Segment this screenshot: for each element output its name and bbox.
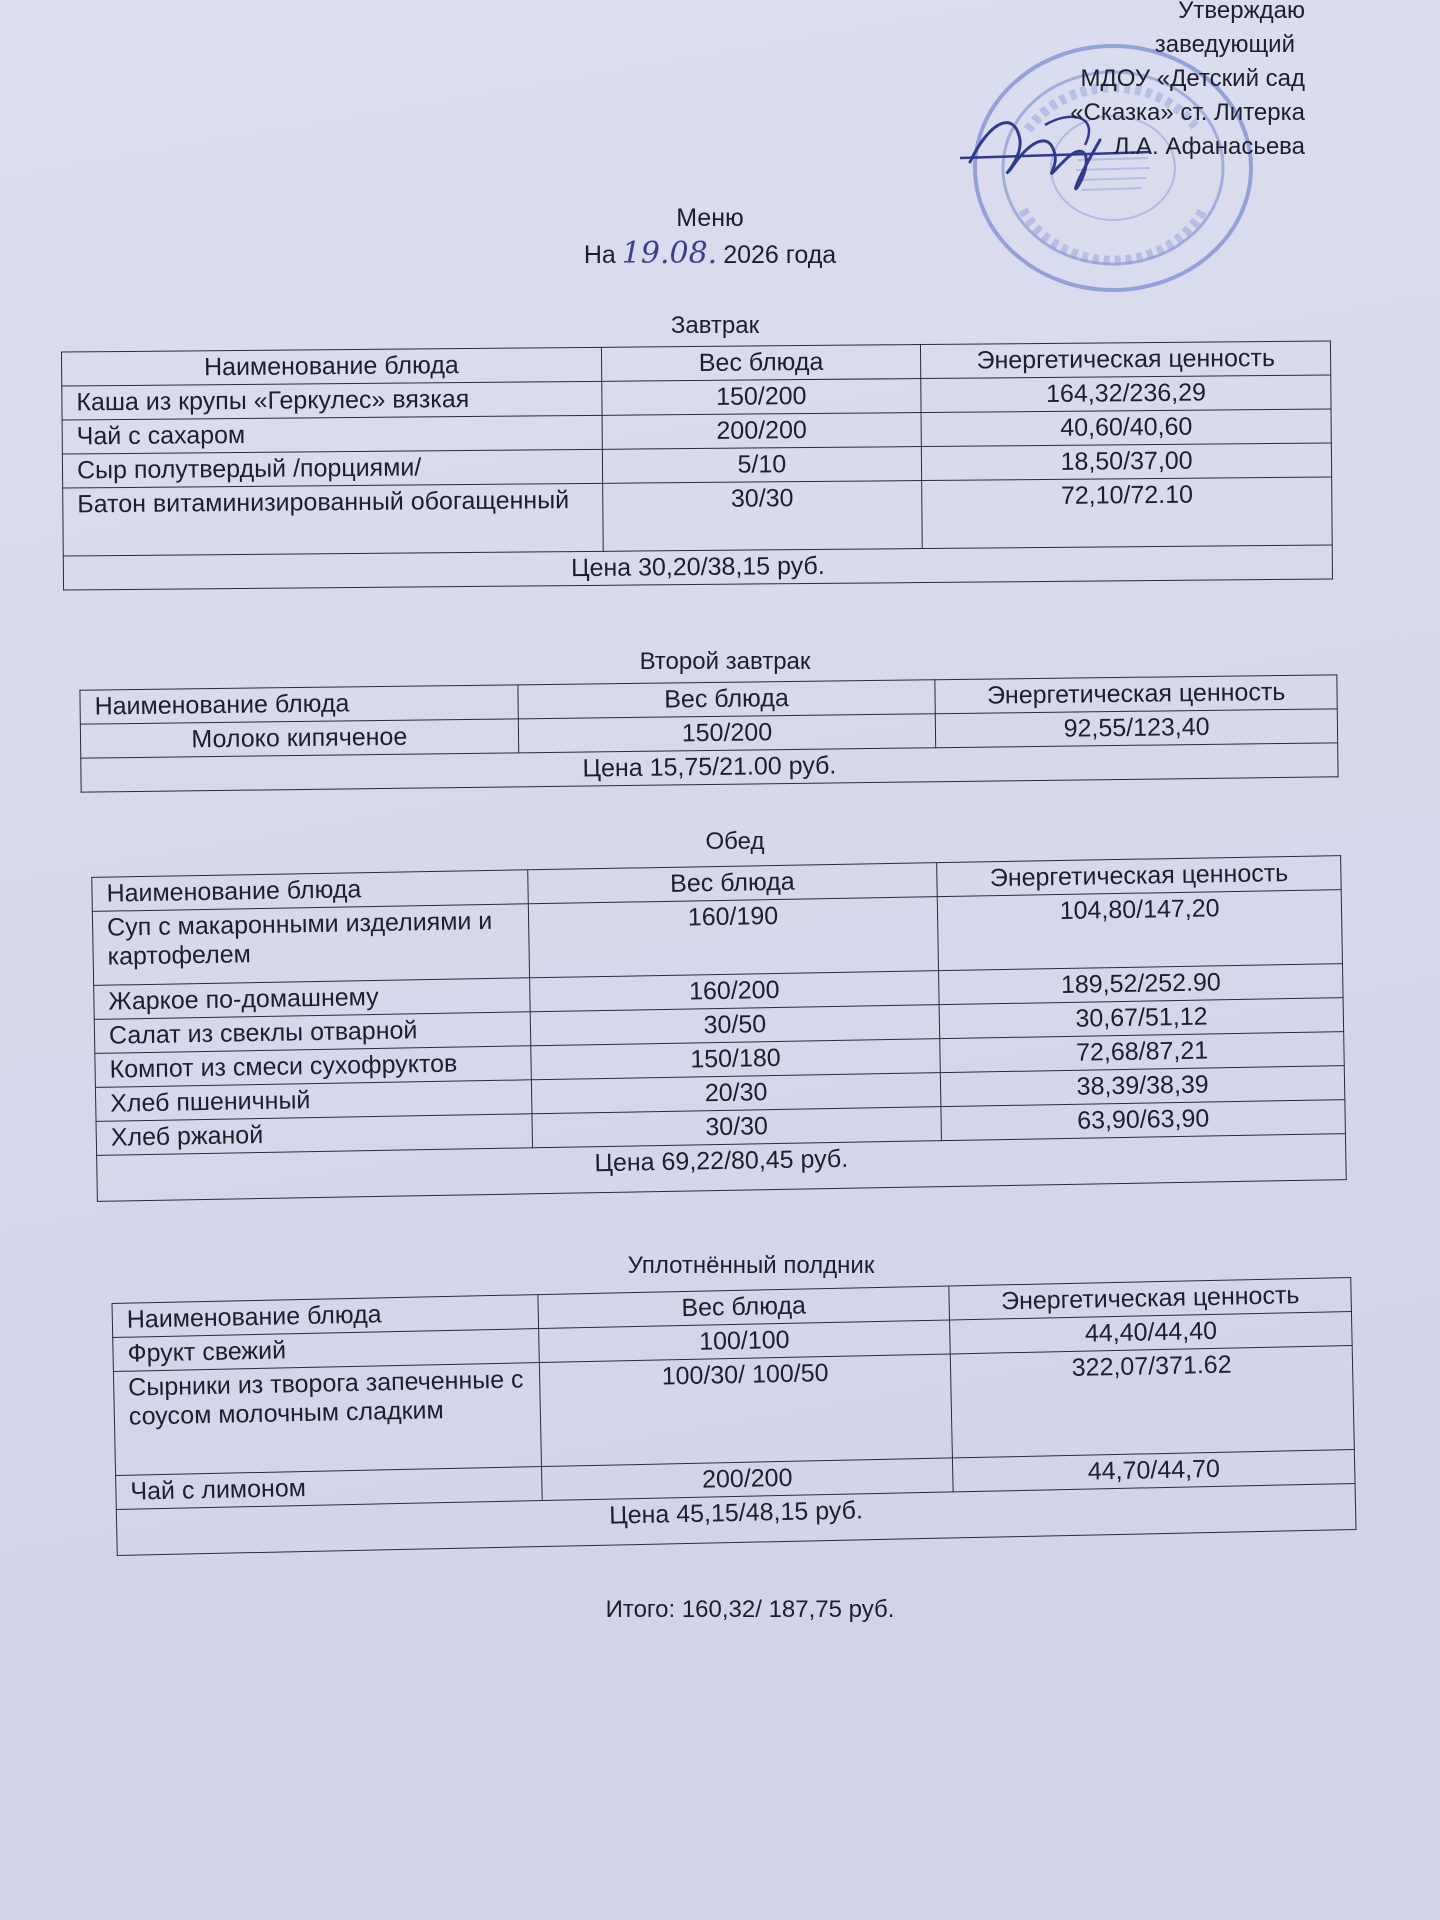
dish-name: Компот из смеси сухофруктов bbox=[95, 1046, 531, 1088]
approval-block bbox=[945, 0, 1305, 164]
header-weight: Вес блюда bbox=[527, 863, 937, 904]
menu-table-second-breakfast bbox=[79, 674, 1338, 792]
header-energy: Энергетическая ценность bbox=[949, 1278, 1351, 1320]
dish-energy: 72,10/72.10 bbox=[922, 477, 1332, 549]
dish-name: Сырники из творога запеченные с соусом молочным сладким bbox=[113, 1363, 541, 1476]
dish-energy: 92,55/123,40 bbox=[936, 709, 1338, 748]
dish-energy: 322,07/371.62 bbox=[950, 1346, 1354, 1458]
header-name: Наименование блюда bbox=[92, 870, 528, 912]
dish-energy: 18,50/37,00 bbox=[922, 443, 1332, 481]
approval-line: Утверждаю bbox=[1178, 0, 1305, 24]
dish-weight: 30/30 bbox=[532, 1107, 942, 1148]
dish-weight: 160/200 bbox=[529, 971, 939, 1012]
dish-weight: 200/200 bbox=[602, 413, 922, 450]
date-prefix: На bbox=[583, 241, 616, 269]
dish-weight: 20/30 bbox=[531, 1073, 941, 1114]
section-title: Второй завтрак bbox=[639, 648, 811, 675]
grand-total: Итого: 160,32/ 187,75 руб. bbox=[605, 1596, 895, 1623]
header-name: Наименование блюда bbox=[112, 1295, 538, 1338]
dish-energy: 72,68/87,21 bbox=[940, 1032, 1344, 1073]
dish-name: Чай с сахаром bbox=[62, 415, 602, 454]
dish-weight: 100/100 bbox=[538, 1320, 950, 1363]
dish-weight: 30/30 bbox=[602, 481, 922, 552]
header-weight: Вес блюда bbox=[538, 1286, 950, 1329]
dish-name: Чай с лимоном bbox=[116, 1467, 542, 1510]
dish-energy: 38,39/38,39 bbox=[941, 1066, 1345, 1107]
dish-name: Фрукт свежий bbox=[113, 1329, 539, 1372]
dish-name: Салат из свеклы отварной bbox=[94, 1012, 530, 1054]
dish-weight: 200/200 bbox=[541, 1458, 953, 1501]
dish-energy: 44,70/44,70 bbox=[953, 1450, 1355, 1492]
dish-name: Хлеб ржаной bbox=[96, 1114, 532, 1156]
dish-energy: 44,40/44,40 bbox=[950, 1312, 1352, 1354]
menu-header bbox=[0, 200, 1420, 273]
dish-energy: 189,52/252.90 bbox=[939, 964, 1343, 1005]
dish-weight: 30/50 bbox=[530, 1005, 940, 1046]
dish-weight: 100/30/ 100/50 bbox=[539, 1354, 953, 1467]
dish-weight: 5/10 bbox=[602, 447, 922, 484]
section-price: Цена 15,75/21.00 руб. bbox=[81, 743, 1338, 792]
header-weight: Вес блюда bbox=[601, 345, 921, 382]
section-title: Обед bbox=[705, 828, 765, 855]
section-price: Цена 69,22/80,45 руб. bbox=[97, 1134, 1347, 1202]
dish-weight: 150/200 bbox=[601, 379, 921, 416]
table-row bbox=[63, 477, 1333, 556]
dish-energy: 164,32/236,29 bbox=[921, 375, 1331, 413]
date-handwritten: 19.08. bbox=[621, 236, 718, 271]
menu-table-lunch bbox=[91, 855, 1346, 1202]
dish-name: Хлеб пшеничный bbox=[95, 1080, 531, 1122]
dish-name: Суп с макаронными изделиями и картофелем bbox=[92, 904, 529, 986]
menu-date bbox=[584, 236, 836, 273]
dish-weight: 160/190 bbox=[528, 897, 939, 978]
header-name: Наименование блюда bbox=[61, 347, 601, 386]
dish-energy: 63,90/63,90 bbox=[941, 1100, 1345, 1141]
header-energy: Энергетическая ценность bbox=[935, 675, 1337, 714]
header-energy: Энергетическая ценность bbox=[937, 856, 1341, 897]
dish-name: Жаркое по-домашнему bbox=[94, 978, 530, 1020]
section-price: Цена 45,15/48,15 руб. bbox=[116, 1484, 1356, 1556]
approval-line: заведующий bbox=[1154, 31, 1295, 58]
dish-name: Сыр полутвердый /порциями/ bbox=[62, 449, 602, 488]
section-price: Цена 30,20/38,15 руб. bbox=[63, 545, 1332, 590]
header-weight: Вес блюда bbox=[518, 680, 936, 719]
dish-name: Каша из крупы «Геркулес» вязкая bbox=[62, 381, 602, 420]
approval-line: Л.А. Афанасьева bbox=[1113, 133, 1305, 160]
dish-weight: 150/180 bbox=[530, 1039, 940, 1080]
dish-energy: 104,80/147,20 bbox=[937, 890, 1342, 971]
dish-name: Молоко кипяченое bbox=[80, 719, 518, 758]
header-name: Наименование блюда bbox=[80, 685, 518, 724]
approval-line: «Сказка» ст. Литерка bbox=[1070, 99, 1305, 126]
dish-energy: 40,60/40,60 bbox=[921, 409, 1331, 447]
dish-energy: 30,67/51,12 bbox=[939, 998, 1343, 1039]
menu-table-breakfast bbox=[61, 340, 1333, 590]
date-suffix: 2026 года bbox=[723, 241, 837, 269]
section-title: Уплотнённый полдник bbox=[627, 1252, 875, 1279]
menu-table-afternoon-snack bbox=[111, 1277, 1356, 1556]
page-title: Меню bbox=[676, 204, 744, 232]
header-energy: Энергетическая ценность bbox=[921, 341, 1331, 379]
section-title: Завтрак bbox=[670, 312, 760, 339]
approval-line: МДОУ «Детский сад bbox=[1080, 65, 1305, 92]
dish-name: Батон витаминизированный обогащенный bbox=[63, 483, 603, 556]
dish-weight: 150/200 bbox=[518, 714, 936, 753]
